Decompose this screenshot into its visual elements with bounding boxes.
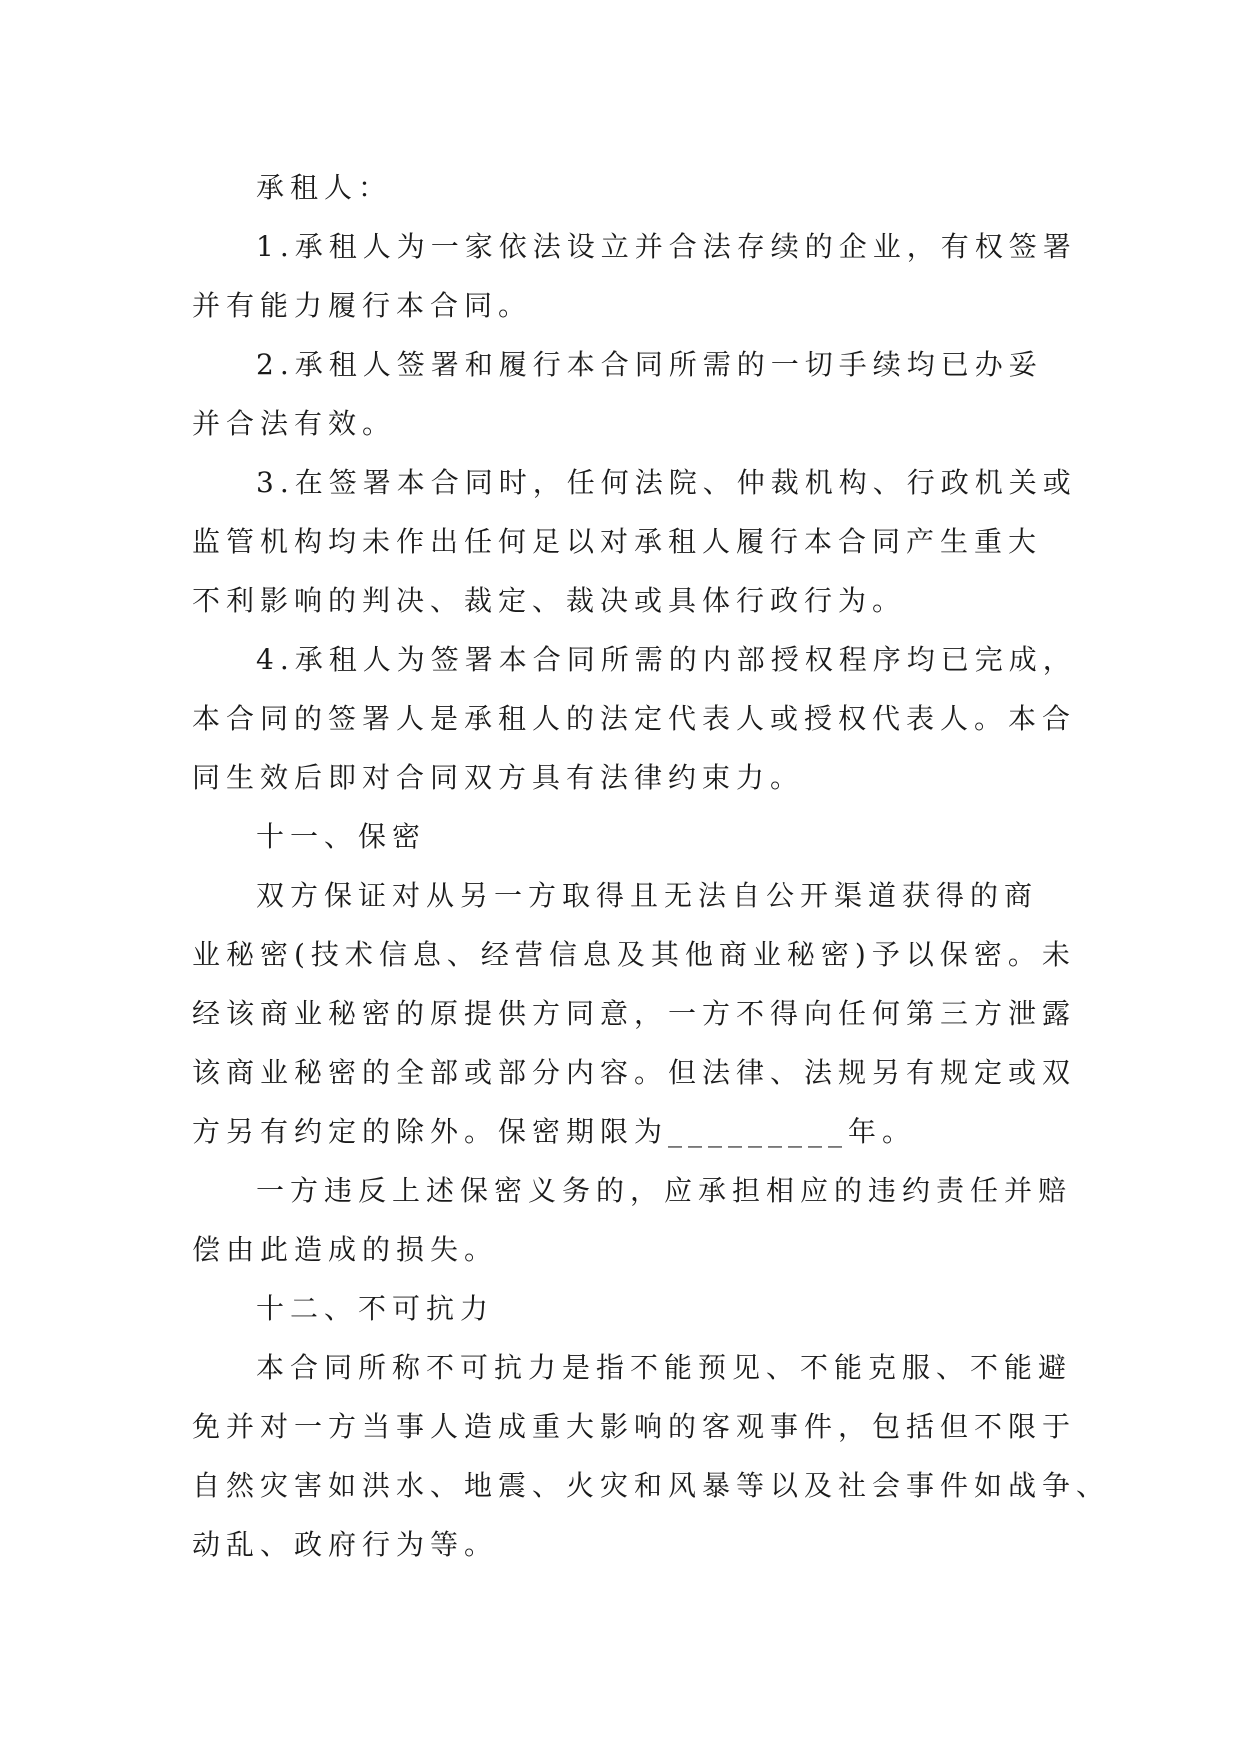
paragraph-line: 一方违反上述保密义务的，应承担相应的违约责任并赔 [256,1174,1073,1207]
paragraph-line: 免并对一方当事人造成重大影响的客观事件，包括但不限于 [192,1410,1077,1443]
section-title: 十一、保密 [256,820,427,853]
paragraph-line: 同生效后即对合同双方具有法律约束力。 [192,761,805,794]
paragraph-line: 经该商业秘密的原提供方同意，一方不得向任何第三方泄露 [192,997,1077,1030]
paragraph-clause-1 [192,217,1077,335]
section-heading-confidentiality [192,807,1052,866]
paragraph-line: 不利影响的判决、裁定、裁决或具体行政行为。 [192,584,907,617]
paragraph-clause-4 [192,630,1077,807]
paragraph-line: 1.承租人为一家依法设立并合法存续的企业，有权签署 [256,230,1077,263]
paragraph-line: 监管机构均未作出任何足以对承租人履行本合同产生重大 [192,525,1043,558]
paragraph-line: 双方保证对从另一方取得且无法自公开渠道获得的商 [256,879,1039,912]
paragraph-clause-2 [192,335,1052,453]
paragraph-line: 业秘密(技术信息、经营信息及其他商业秘密)予以保密。未 [192,938,1076,971]
paragraph-line: 自然灾害如洪水、地震、火灾和风暴等以及社会事件如战争、 [192,1469,1111,1502]
section-heading-force-majeure [192,1279,1052,1338]
paragraph-line: 方另有约定的除外。保密期限为_________年。 [192,1115,917,1148]
paragraph-clause-3 [192,453,1077,630]
paragraph-line: 本合同所称不可抗力是指不能预见、不能克服、不能避 [256,1351,1073,1384]
paragraph-line: 本合同的签署人是承租人的法定代表人或授权代表人。本合 [192,702,1077,735]
paragraph-line: 动乱、政府行为等。 [192,1528,499,1561]
paragraph-line: 偿由此造成的损失。 [192,1233,499,1266]
paragraph-line: 2.承租人签署和履行本合同所需的一切手续均已办妥 [256,348,1043,381]
paragraph-force-majeure [192,1338,1111,1574]
paragraph-line: 4.承租人为签署本合同所需的内部授权程序均已完成， [256,643,1077,676]
paragraph-line: 承租人： [256,171,393,204]
paragraph-line: 并合法有效。 [192,407,397,440]
section-title: 十二、不可抗力 [256,1292,495,1325]
document-body [192,158,1111,1574]
paragraph-line: 该商业秘密的全部或部分内容。但法律、法规另有规定或双 [192,1056,1077,1089]
paragraph-confidentiality [192,866,1077,1161]
paragraph-lessee-heading [192,158,1052,217]
paragraph-line: 3.在签署本合同时，任何法院、仲裁机构、行政机关或 [256,466,1077,499]
paragraph-breach [192,1161,1073,1279]
paragraph-line: 并有能力履行本合同。 [192,289,533,322]
